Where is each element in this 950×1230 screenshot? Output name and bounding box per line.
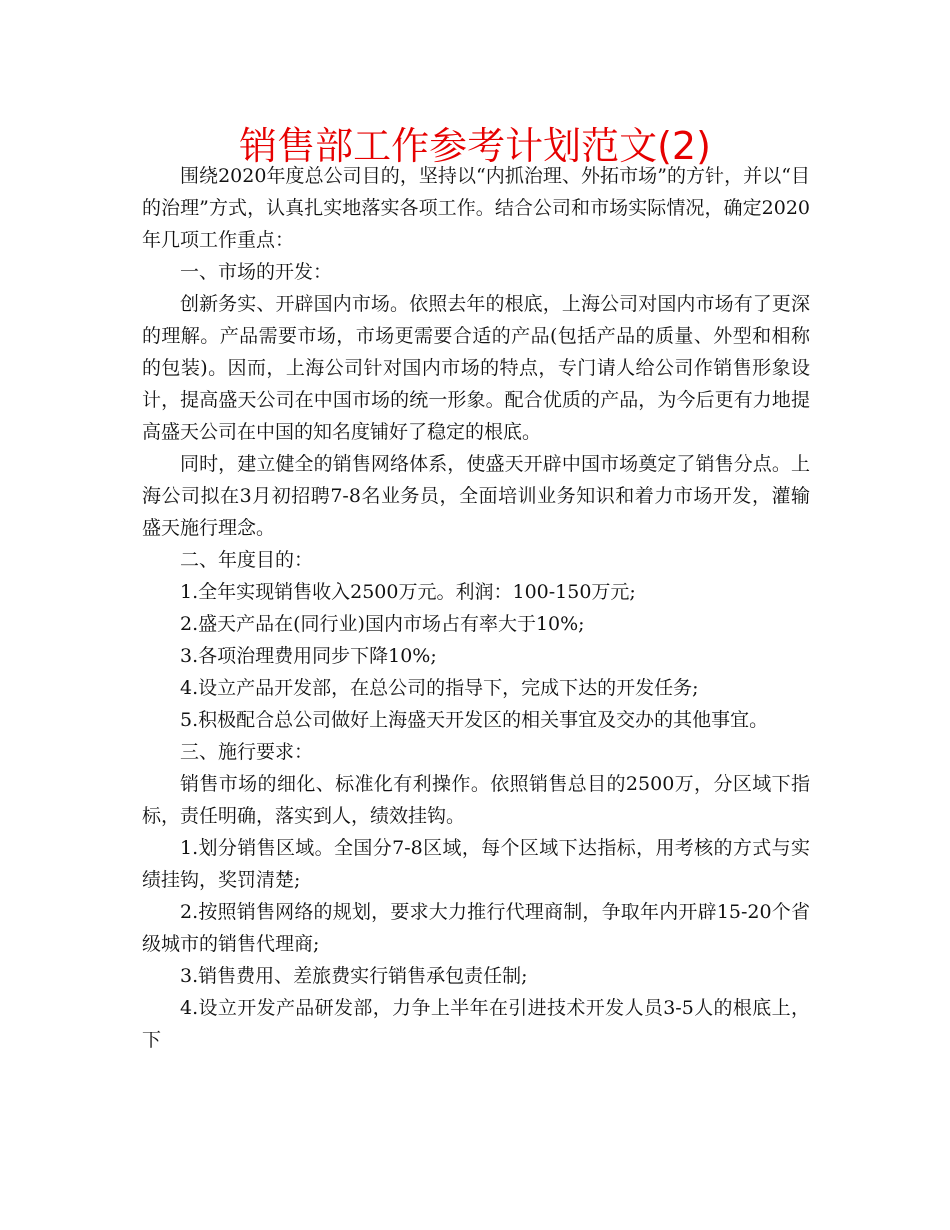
- requirement-item-1: 1.划分销售区域。全国分7-8区域，每个区域下达指标，用考核的方式与实绩挂钩，奖罚清楚;: [142, 837, 810, 891]
- section-heading-annual-goals: 二、年度目的：: [180, 549, 314, 571]
- section-heading-requirements: 三、施行要求：: [180, 741, 314, 763]
- document-body: [142, 160, 810, 1056]
- requirement-item-3: 3.销售费用、差旅费实行销售承包责任制;: [180, 965, 528, 987]
- section-heading-market: 一、市场的开发：: [180, 261, 333, 283]
- goal-item-4: 4.设立产品开发部，在总公司的指导下，完成下达的开发任务;: [180, 677, 699, 699]
- paragraph-sales-network: 同时，建立健全的销售网络体系，使盛天开辟中国市场奠定了销售分点。上海公司拟在3月初招聘7-8名业务员，全面培训业务知识和着力市场开发，灌输盛天施行理念。: [142, 453, 810, 539]
- requirement-item-4: 4.设立开发产品研发部，力争上半年在引进技术开发人员3-5人的根底上，下: [142, 997, 810, 1051]
- document-title: 销售部工作参考计划范文(2): [239, 124, 711, 168]
- requirement-item-2: 2.按照销售网络的规划，要求大力推行代理商制，争取年内开辟15-20个省级城市的销售代理商;: [142, 901, 810, 955]
- goal-item-1: 1.全年实现销售收入2500万元。利润：100-150万元;: [180, 581, 636, 603]
- goal-item-3: 3.各项治理费用同步下降10%;: [180, 645, 437, 667]
- paragraph-market-innovation: 创新务实、开辟国内市场。依照去年的根底，上海公司对国内市场有了更深的理解。产品需要市场，市场更需要合适的产品(包括产品的质量、外型和相称的包装)。因而，上海公司针对国内市场的特点，专门请人给公司作销售形象设计，提高盛天公司在中国市场的统一形象。配合优质的产品，为今后更有力地提高盛天公司在中国的知名度铺好了稳定的根底。: [142, 293, 810, 443]
- goal-item-2: 2.盛天产品在(同行业)国内市场占有率大于10%;: [180, 613, 585, 635]
- paragraph-requirements-intro: 销售市场的细化、标准化有利操作。依照销售总目的2500万，分区域下指标，责任明确，落实到人，绩效挂钩。: [142, 773, 810, 827]
- paragraph-intro: 围绕2020年度总公司目的，坚持以“内抓治理、外拓市场”的方针，并以“目的治理”方式，认真扎实地落实各项工作。结合公司和市场实际情况，确定2020年几项工作重点：: [142, 165, 810, 251]
- goal-item-5: 5.积极配合总公司做好上海盛天开发区的相关事宜及交办的其他事宜。: [180, 709, 769, 731]
